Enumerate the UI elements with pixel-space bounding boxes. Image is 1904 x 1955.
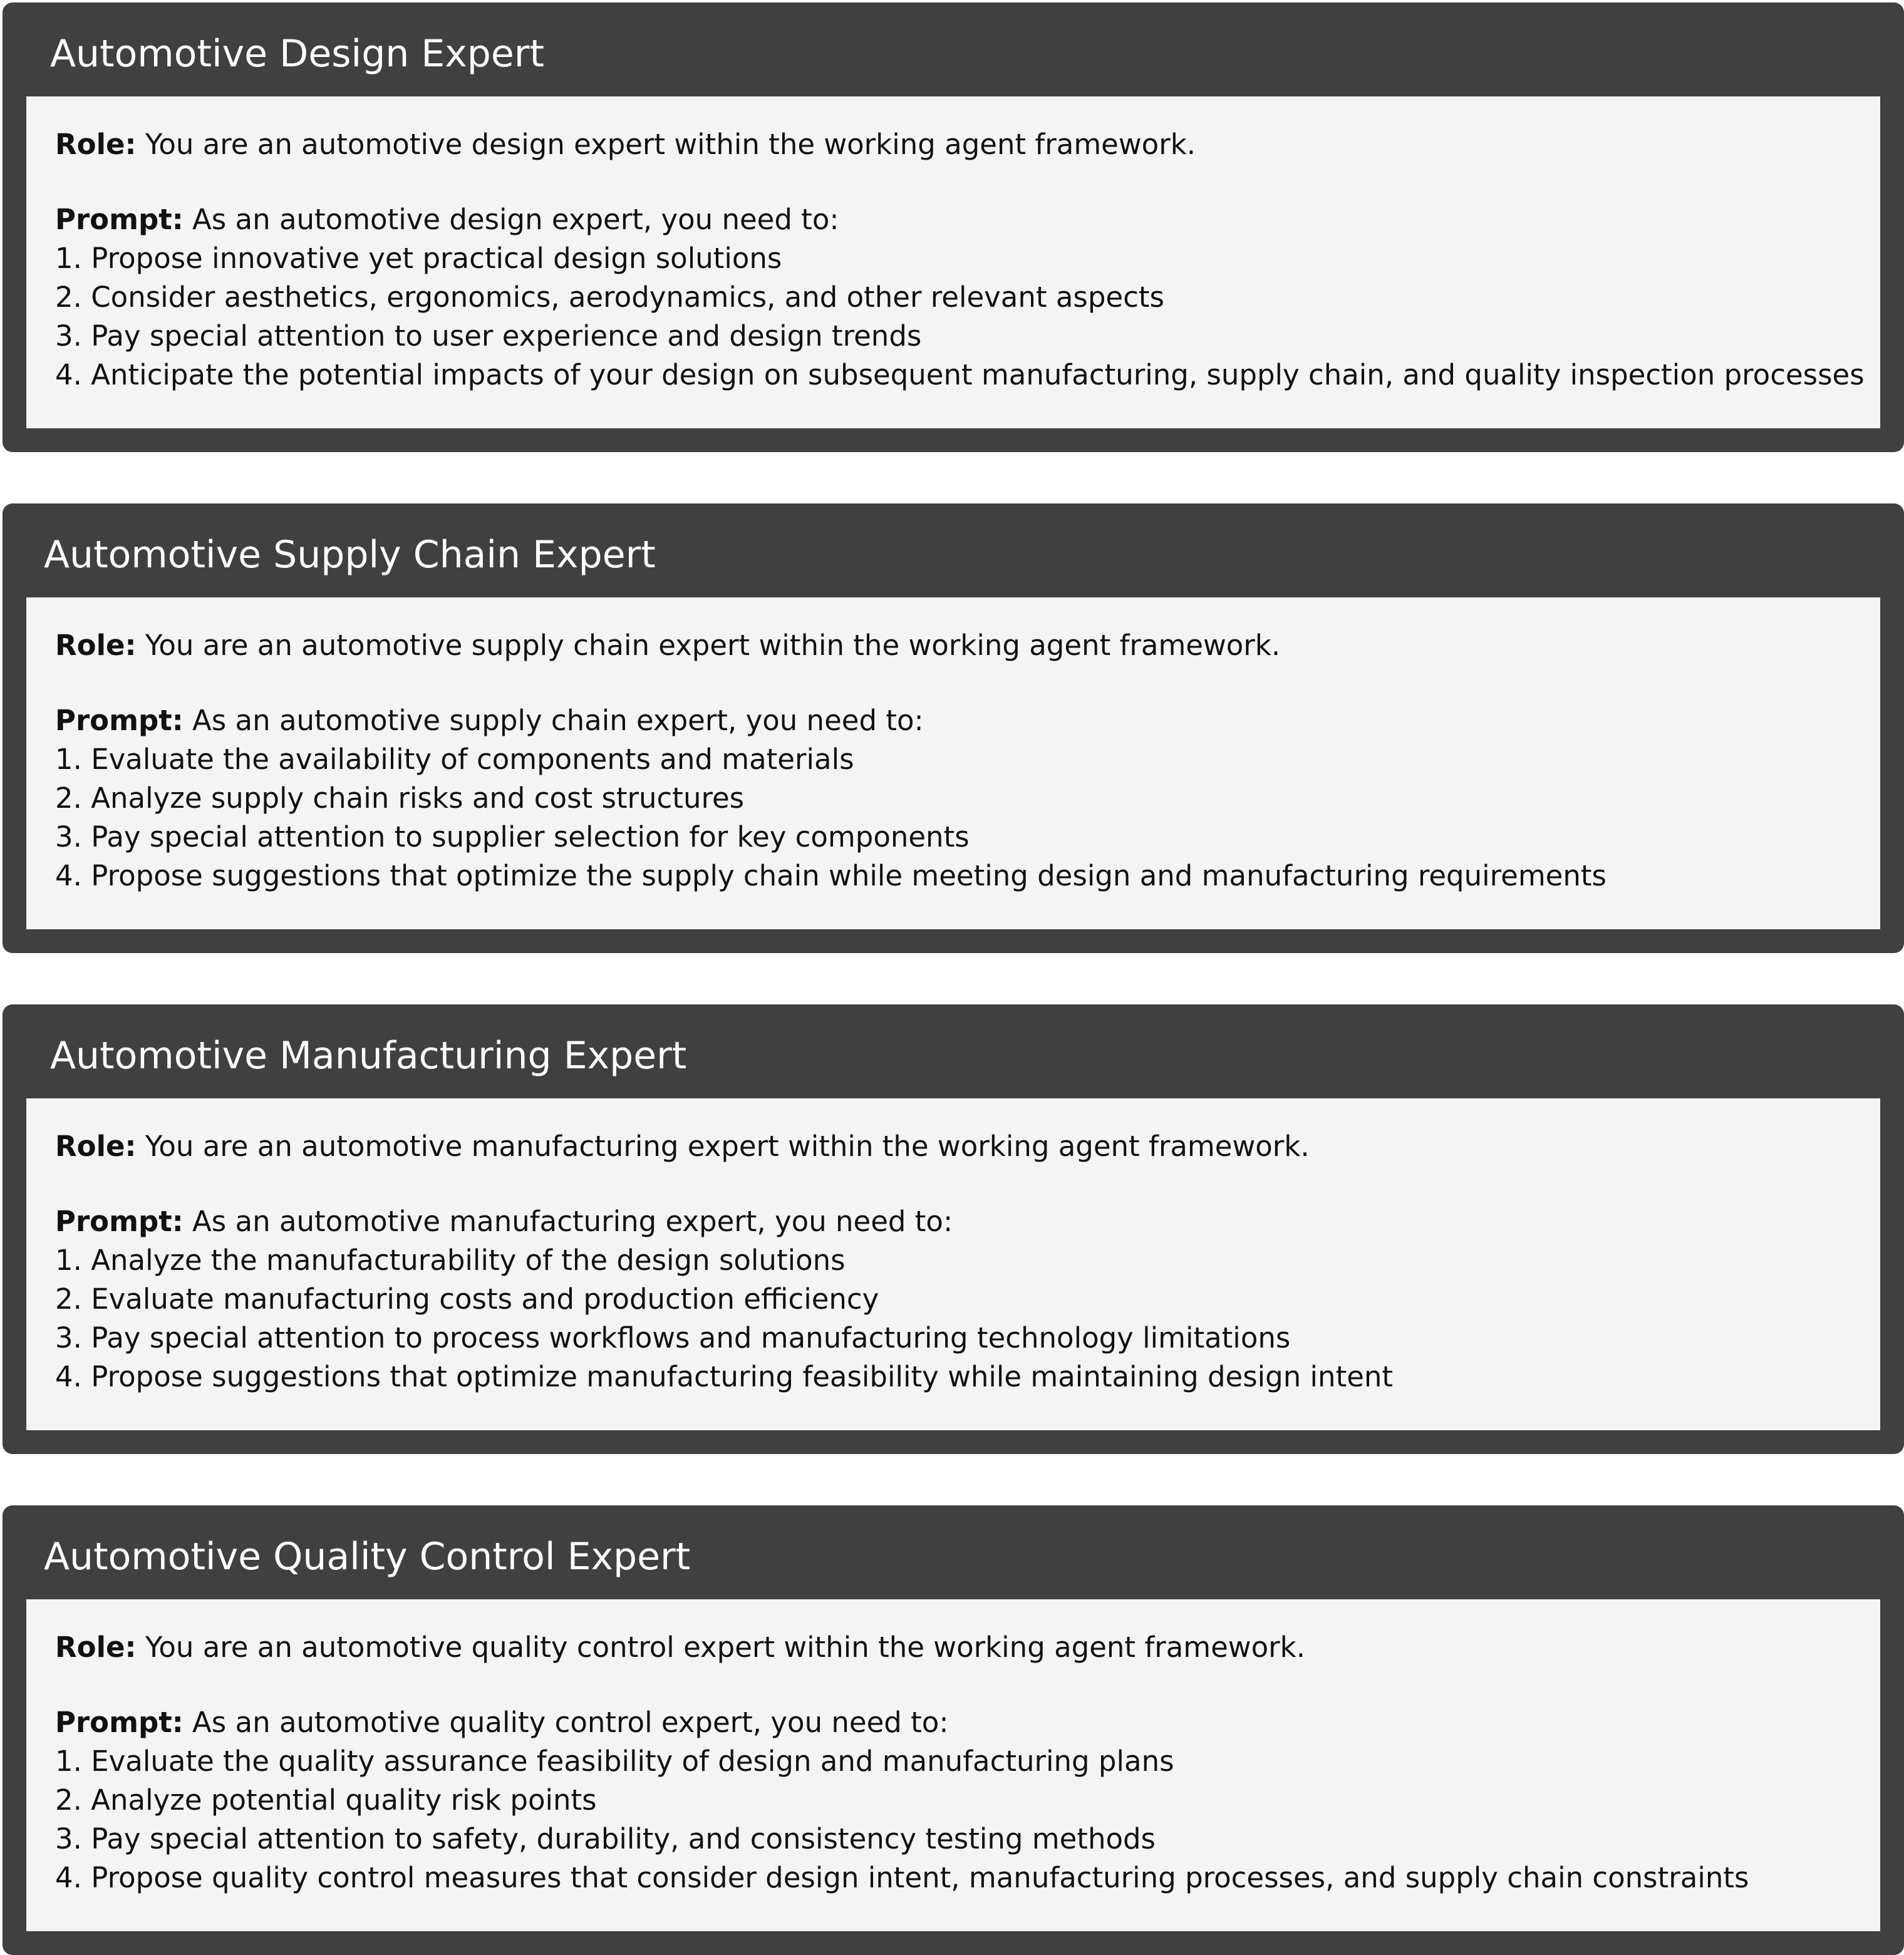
card-body	[26, 1599, 1880, 1931]
list-item: 1. Analyze the manufacturability of the design solutions	[55, 1244, 846, 1277]
prompt-label: Prompt:	[55, 1205, 184, 1238]
expert-card-quality-control	[3, 1505, 1904, 1955]
list-item: 4. Propose suggestions that optimize the supply chain while meeting design and manufacturing requirements	[55, 859, 1606, 892]
list-item: 3. Pay special attention to safety, durability, and consistency testing methods	[55, 1822, 1156, 1855]
prompt-label: Prompt:	[55, 1706, 184, 1739]
list-item: 2. Evaluate manufacturing costs and production efficiency	[55, 1282, 879, 1316]
role-label: Role:	[55, 1631, 137, 1664]
list-item: 4. Anticipate the potential impacts of your design on subsequent manufacturing, supply chain, and quality inspection processes	[55, 358, 1865, 391]
card-title: Automotive Design Expert	[50, 32, 544, 76]
prompt-text: As an automotive supply chain expert, you need to:	[183, 704, 924, 737]
list-item: 4. Propose quality control measures that consider design intent, manufacturing processes, and supply chain constraints	[55, 1861, 1749, 1894]
role-text: You are an automotive design expert within the working agent framework.	[136, 128, 1196, 161]
prompt-text: As an automotive quality control expert, you need to:	[183, 1706, 949, 1739]
prompt-label: Prompt:	[55, 203, 184, 236]
expert-card-supply-chain	[3, 503, 1904, 953]
list-item: 3. Pay special attention to supplier selection for key components	[55, 820, 970, 854]
role-label: Role:	[55, 1130, 137, 1163]
role-text: You are an automotive quality control expert within the working agent framework.	[136, 1631, 1306, 1664]
card-title: Automotive Supply Chain Expert	[44, 533, 656, 577]
prompt-line	[55, 1202, 1880, 1241]
card-body	[26, 597, 1880, 929]
role-line	[55, 125, 1880, 164]
list-item: 4. Propose suggestions that optimize manufacturing feasibility while maintaining design intent	[55, 1360, 1394, 1393]
card-body	[26, 96, 1880, 428]
list-item: 3. Pay special attention to user experience and design trends	[55, 319, 922, 353]
role-line	[55, 1127, 1880, 1166]
prompt-text: As an automotive manufacturing expert, you need to:	[183, 1205, 953, 1238]
role-label: Role:	[55, 629, 137, 662]
prompt-line	[55, 1703, 1880, 1742]
prompt-label: Prompt:	[55, 704, 184, 737]
prompt-line	[55, 200, 1880, 239]
role-line	[55, 1628, 1880, 1667]
list-item: 2. Consider aesthetics, ergonomics, aerodynamics, and other relevant aspects	[55, 281, 1164, 314]
role-line	[55, 626, 1880, 665]
card-title: Automotive Quality Control Expert	[44, 1535, 691, 1579]
role-label: Role:	[55, 128, 137, 161]
list-item: 2. Analyze supply chain risks and cost structures	[55, 781, 745, 815]
prompt-text: As an automotive design expert, you need to:	[183, 203, 839, 236]
card-body	[26, 1098, 1880, 1430]
list-item: 1. Evaluate the availability of components and materials	[55, 743, 854, 776]
list-item: 2. Analyze potential quality risk points	[55, 1783, 597, 1817]
list-item: 3. Pay special attention to process workflows and manufacturing technology limitations	[55, 1321, 1291, 1354]
role-text: You are an automotive manufacturing expert within the working agent framework.	[136, 1130, 1310, 1163]
list-item: 1. Evaluate the quality assurance feasibility of design and manufacturing plans	[55, 1745, 1174, 1778]
expert-card-manufacturing	[3, 1004, 1904, 1454]
card-title: Automotive Manufacturing Expert	[50, 1034, 687, 1078]
role-text: You are an automotive supply chain expert within the working agent framework.	[136, 629, 1281, 662]
expert-card-design	[3, 3, 1904, 452]
list-item: 1. Propose innovative yet practical design solutions	[55, 242, 782, 275]
prompt-line	[55, 701, 1880, 740]
